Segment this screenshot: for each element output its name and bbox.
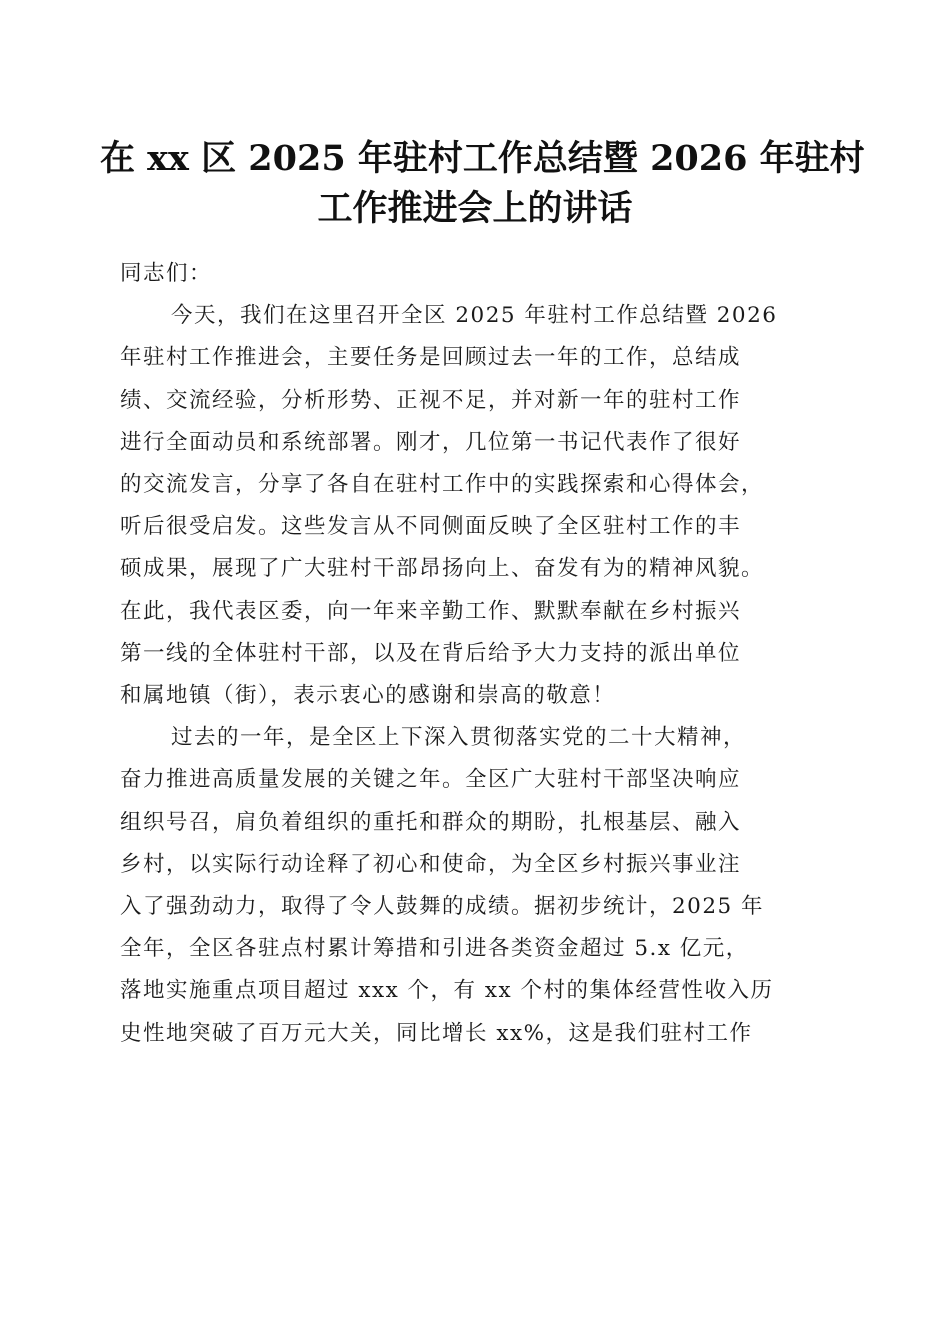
title-line-2: 工作推进会上的讲话 xyxy=(317,188,633,229)
paragraph-1 xyxy=(120,295,832,717)
salutation: 同志们： xyxy=(120,261,213,286)
paragraph-line: 和属地镇（街），表示衷心的感谢和崇高的敬意！ xyxy=(120,683,616,709)
paragraph-line: 入了强劲动力，取得了令人鼓舞的成绩。据初步统计，2025 年 xyxy=(120,894,765,920)
paragraph-line: 在此，我代表区委，向一年来辛勤工作、默默奉献在乡村振兴 xyxy=(120,598,742,624)
paragraph-line: 进行全面动员和系统部署。刚才，几位第一书记代表作了很好 xyxy=(120,429,742,455)
paragraph-line: 年驻村工作推进会，主要任务是回顾过去一年的工作，总结成 xyxy=(120,345,742,371)
paragraph-line: 绩、交流经验，分析形势、正视不足，并对新一年的驻村工作 xyxy=(120,387,742,413)
paragraph-line: 乡村，以实际行动诠释了初心和使命，为全区乡村振兴事业注 xyxy=(120,851,742,877)
paragraph-line: 组织号召，肩负着组织的重托和群众的期盼，扎根基层、融入 xyxy=(120,809,742,835)
paragraph-line: 奋力推进高质量发展的关键之年。全区广大驻村干部坚决响应 xyxy=(120,767,742,793)
paragraph-line: 硕成果，展现了广大驻村干部昂扬向上、奋发有为的精神风貌。 xyxy=(120,556,765,582)
paragraph-line: 今天，我们在这里召开全区 2025 年驻村工作总结暨 2026 xyxy=(171,303,778,329)
paragraph-line: 听后很受启发。这些发言从不同侧面反映了全区驻村工作的丰 xyxy=(120,514,742,540)
paragraph-line: 全年，全区各驻点村累计筹措和引进各类资金超过 5.x 亿元， xyxy=(120,936,749,962)
paragraph-line: 的交流发言，分享了各自在驻村工作中的实践探索和心得体会， xyxy=(120,472,765,498)
paragraph-line: 落地实施重点项目超过 xxx 个，有 xx 个村的集体经营性收入历 xyxy=(120,978,774,1004)
title-line-1: 在 xx 区 2025 年驻村工作总结暨 2026 年驻村 xyxy=(100,138,865,179)
paragraph-line: 史性地突破了百万元大关，同比增长 xx%，这是我们驻村工作 xyxy=(120,1020,753,1046)
document-body xyxy=(120,253,832,1055)
paragraph-line: 第一线的全体驻村干部，以及在背后给予大力支持的派出单位 xyxy=(120,640,742,666)
document-title xyxy=(100,134,865,234)
paragraph-line: 过去的一年，是全区上下深入贯彻落实党的二十大精神， xyxy=(171,725,747,751)
paragraph-2 xyxy=(120,717,832,1055)
